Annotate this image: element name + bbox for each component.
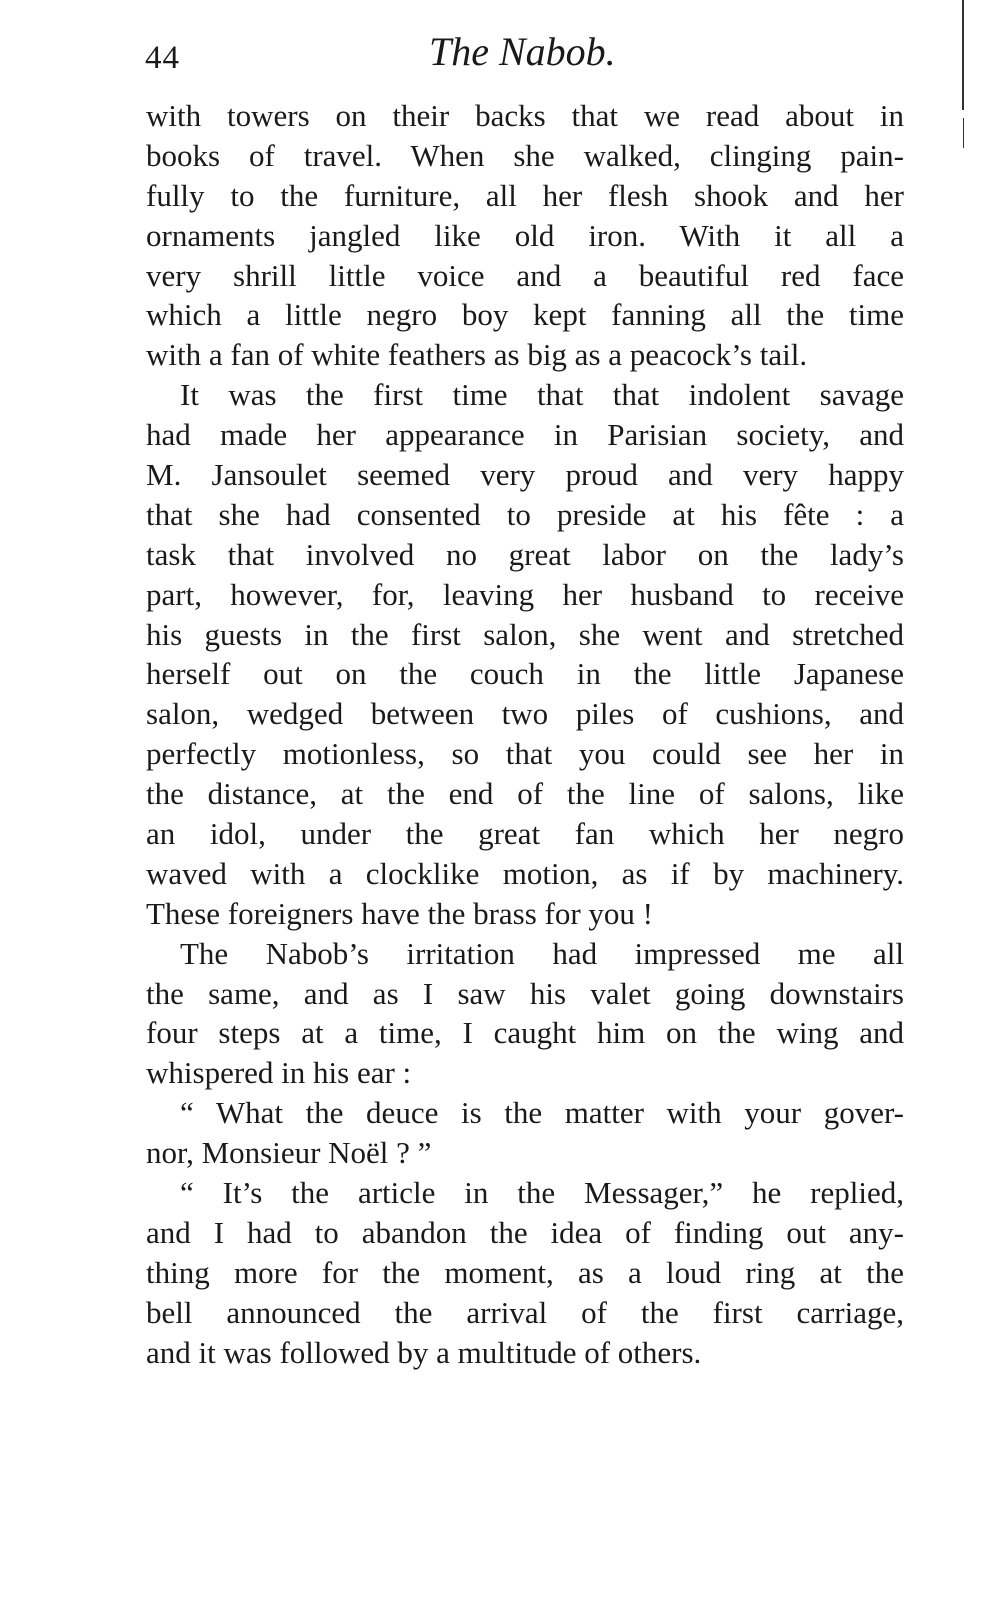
text-line: ornaments jangled like old iron. With it all a: [146, 217, 904, 253]
text-line: herself out on the couch in the little Japanese: [146, 656, 904, 692]
text-line: and it was followed by a multitude of others.: [146, 1334, 702, 1370]
page-header: [145, 28, 905, 88]
running-title: The Nabob.: [429, 29, 616, 74]
text-line: which a little negro boy kept fanning all the time: [146, 297, 904, 333]
text-line: whispered in his ear :: [146, 1055, 412, 1091]
text-line: “ What the deuce is the matter with your gover-: [180, 1095, 904, 1131]
text-line: The Nabob’s irritation had impressed me all: [180, 935, 904, 971]
text-line: the distance, at the end of the line of salons, like: [146, 776, 904, 812]
text-line: and I had to abandon the idea of finding out any-: [146, 1214, 904, 1250]
text-line: M. Jansoulet seemed very proud and very happy: [146, 457, 904, 493]
text-line: with towers on their backs that we read about in: [146, 98, 904, 133]
text-line: perfectly motionless, so that you could see her in: [146, 736, 904, 772]
text-line: waved with a clocklike motion, as if by machinery.: [146, 855, 904, 891]
text-line: had made her appearance in Parisian society, and: [146, 417, 904, 453]
text-line: the same, and as I saw his valet going downstairs: [146, 975, 904, 1011]
text-line: bell announced the arrival of the first carriage,: [146, 1294, 904, 1330]
text-line: fully to the furniture, all her flesh shook and her: [146, 177, 904, 213]
text-line: part, however, for, leaving her husband to receive: [146, 576, 904, 612]
body-text: [146, 96, 904, 1373]
text-line: “ It’s the article in the Messager,” he replied,: [180, 1175, 904, 1211]
text-line: with a fan of white feathers as big as a peacock’s tail.: [146, 337, 808, 373]
text-line: nor, Monsieur Noël ? ”: [146, 1135, 432, 1171]
text-line: These foreigners have the brass for you !: [146, 895, 654, 931]
text-line: It was the first time that that indolent savage: [180, 377, 904, 413]
text-line: task that involved no great labor on the lady’s: [146, 536, 904, 572]
text-line: books of travel. When she walked, clinging pain-: [146, 137, 904, 173]
text-line: an idol, under the great fan which her negro: [146, 816, 904, 852]
text-line: that she had consented to preside at his fête : a: [146, 496, 904, 532]
text-line: very shrill little voice and a beautiful red face: [146, 257, 904, 293]
text-line: thing more for the moment, as a loud ring at the: [146, 1254, 904, 1290]
text-line: salon, wedged between two piles of cushions, and: [146, 696, 904, 732]
page-number: 44: [145, 40, 180, 76]
text-line: his guests in the first salon, she went and stretched: [146, 616, 904, 652]
scan-edge-line: [963, 118, 964, 148]
text-line: four steps at a time, I caught him on the wing and: [146, 1015, 904, 1051]
scan-edge-line: [962, 0, 964, 110]
